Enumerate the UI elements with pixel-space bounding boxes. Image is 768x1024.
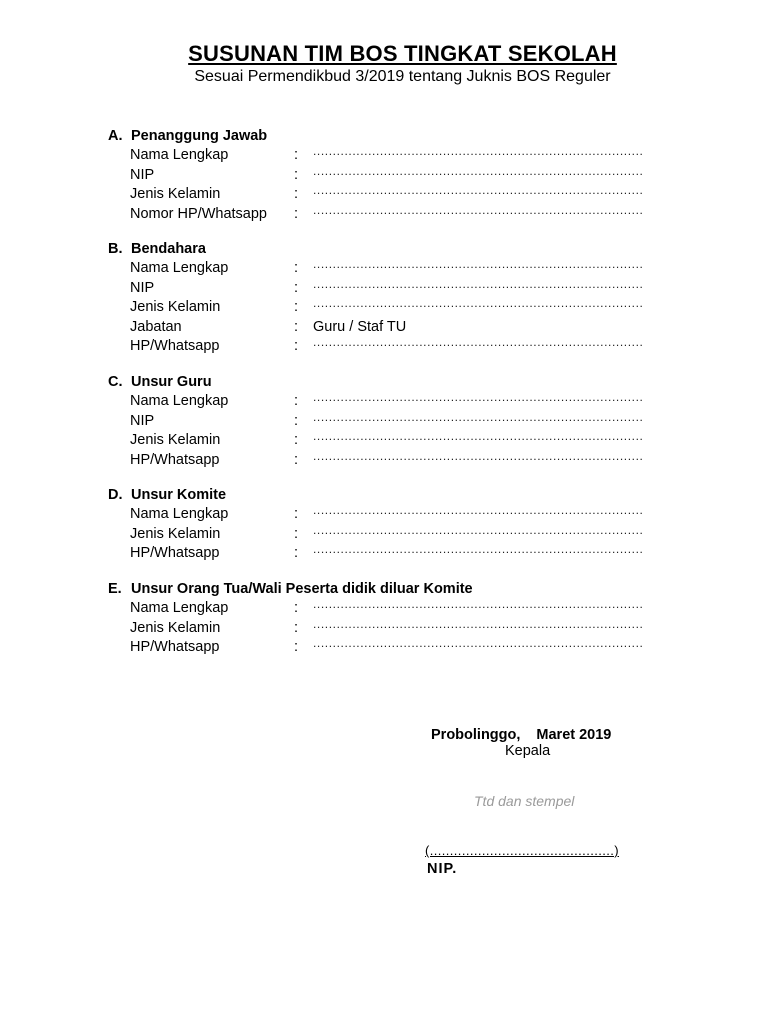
- field-label: NIP: [130, 412, 155, 429]
- field-label: Jenis Kelamin: [130, 432, 221, 448]
- field-colon: :: [294, 451, 299, 468]
- section-letter: E.: [108, 581, 122, 597]
- form-row: [108, 638, 668, 658]
- field-colon: :: [294, 260, 299, 276]
- field-label: Nama Lengkap: [130, 600, 229, 616]
- field-fill-line: ....................................................................................: [313, 202, 644, 217]
- field-fill-line: ....................................................................................: [313, 183, 644, 197]
- section-letter: B.: [108, 241, 123, 257]
- signature-stamp-note: Ttd dan stempel: [474, 793, 575, 809]
- field-fill-line: ....................................................................................: [313, 448, 644, 463]
- form-row: [108, 298, 668, 318]
- form-row: [108, 337, 668, 357]
- field-colon: :: [294, 619, 299, 636]
- field-colon: :: [294, 639, 299, 655]
- field-colon: :: [294, 318, 299, 335]
- section-letter: C.: [108, 374, 123, 390]
- field-label: Jenis Kelamin: [130, 299, 221, 315]
- field-colon: :: [294, 186, 299, 202]
- field-label: Jenis Kelamin: [130, 525, 221, 542]
- field-fill-line: ....................................................................................: [313, 429, 644, 443]
- signature-month: Maret 2019: [536, 727, 612, 743]
- section-title: Unsur Guru: [131, 374, 212, 390]
- field-label: NIP: [130, 279, 155, 296]
- signature-name-line: (..............................................): [425, 843, 620, 858]
- field-label: HP/Whatsapp: [130, 545, 220, 561]
- field-fill-line: ....................................................................................: [313, 597, 644, 611]
- section-letter: D.: [108, 487, 123, 503]
- field-label: HP/Whatsapp: [130, 451, 220, 468]
- form-section: [108, 239, 668, 357]
- field-colon: :: [294, 393, 299, 409]
- form-row: [108, 448, 668, 471]
- form-row: [108, 202, 668, 225]
- field-fill-line: ....................................................................................: [313, 636, 644, 650]
- field-label: NIP: [130, 166, 155, 183]
- field-fill-line: ....................................................................................: [313, 503, 644, 517]
- form-row: [108, 544, 668, 564]
- field-colon: :: [294, 525, 299, 542]
- form-section: [108, 579, 668, 658]
- field-colon: :: [294, 600, 299, 616]
- field-fill-line: ....................................................................................: [313, 276, 644, 291]
- field-fill-line: ....................................................................................: [313, 542, 644, 556]
- field-label: Nama Lengkap: [130, 506, 229, 522]
- field-colon: :: [294, 506, 299, 522]
- signature-place-date: [431, 727, 611, 743]
- field-label: HP/Whatsapp: [130, 338, 220, 354]
- form-section: [108, 372, 668, 470]
- field-fill-line: ....................................................................................: [313, 144, 644, 158]
- document-subtitle: Sesuai Permendikbud 3/2019 tentang Juknis BOS Reguler: [194, 68, 611, 85]
- field-colon: :: [294, 338, 299, 354]
- field-label: Nama Lengkap: [130, 147, 229, 163]
- field-colon: :: [294, 205, 299, 222]
- field-colon: :: [294, 432, 299, 448]
- section-title: Bendahara: [131, 241, 206, 257]
- field-label: Nama Lengkap: [130, 393, 229, 409]
- section-title: Unsur Komite: [131, 487, 227, 503]
- section-title: Penanggung Jawab: [131, 128, 268, 144]
- signature-nip: NIP.: [427, 861, 458, 877]
- form-section: [108, 126, 668, 224]
- form-section: [108, 485, 668, 564]
- field-label: Nama Lengkap: [130, 260, 229, 276]
- field-colon: :: [294, 299, 299, 315]
- field-fill-line: ....................................................................................: [313, 163, 644, 178]
- section-title: Unsur Orang Tua/Wali Peserta didik diluar Komite: [131, 581, 473, 597]
- field-fill-line: ....................................................................................: [313, 390, 644, 404]
- signature-role: Kepala: [505, 743, 551, 759]
- field-fill-line: ....................................................................................: [313, 522, 644, 537]
- field-label: Jabatan: [130, 318, 182, 335]
- field-colon: :: [294, 545, 299, 561]
- signature-place: Probolinggo,: [431, 727, 521, 743]
- field-fill-line: ....................................................................................: [313, 335, 644, 349]
- document-title: SUSUNAN TIM BOS TINGKAT SEKOLAH: [188, 41, 617, 66]
- field-fill-line: ....................................................................................: [313, 296, 644, 310]
- section-letter: A.: [108, 128, 123, 144]
- field-fill-line: ....................................................................................: [313, 409, 644, 424]
- field-colon: :: [294, 166, 299, 183]
- field-fill-line: ....................................................................................: [313, 616, 644, 631]
- field-label: Jenis Kelamin: [130, 619, 221, 636]
- field-value: Guru / Staf TU: [313, 318, 407, 335]
- field-colon: :: [294, 147, 299, 163]
- field-label: HP/Whatsapp: [130, 639, 220, 655]
- field-label: Nomor HP/Whatsapp: [130, 205, 267, 222]
- field-label: Jenis Kelamin: [130, 186, 221, 202]
- field-colon: :: [294, 412, 299, 429]
- field-fill-line: ....................................................................................: [313, 257, 644, 271]
- field-colon: :: [294, 279, 299, 296]
